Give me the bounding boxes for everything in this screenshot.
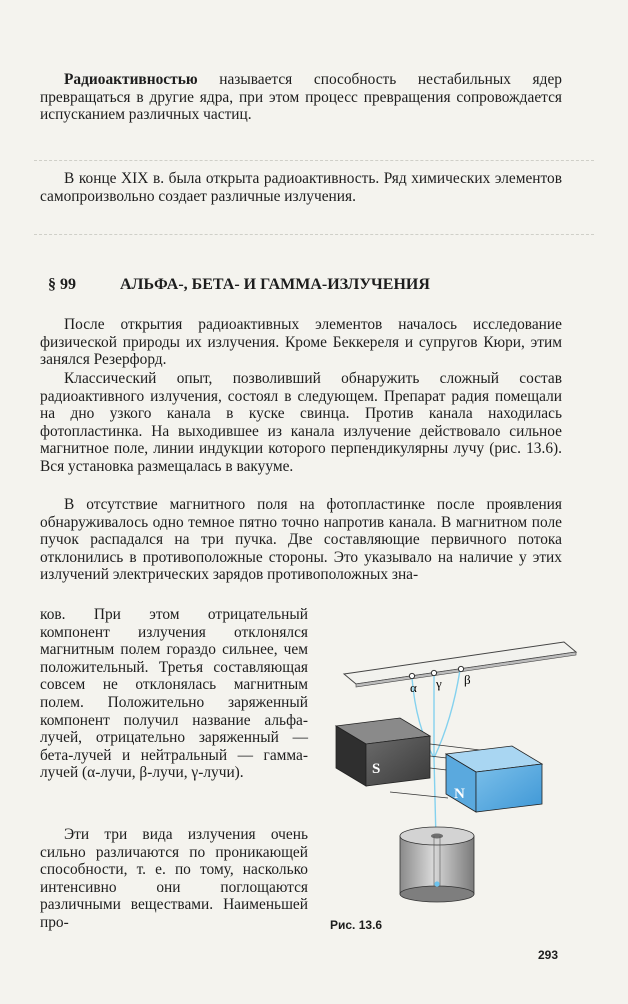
intro-paragraph-2: В конце XIX в. была открыта радиоактивность. Ряд химических элементов самопроизвольно создает различные излучения. [40,170,562,205]
beta-label: β [464,672,471,687]
photo-plate [344,642,576,684]
figure-13-6 [330,640,580,910]
magnet-s-label: S [372,761,381,777]
body-paragraph-1: После открытия радиоактивных элементов началось исследование физической природы их излучения. Кроме Беккереля и супругов Кюри, этим занялся Резерфорд. [40,316,562,369]
section-title: АЛЬФА-, БЕТА- И ГАММА-ИЗЛУЧЕНИЯ [120,276,430,293]
divider [34,234,594,235]
magnet-n-side [476,764,542,812]
alpha-label: α [410,680,417,695]
section-number: § 99 [48,276,76,293]
figure-caption: Рис. 13.6 [330,918,383,932]
definition-term: Радиоактивностью [64,71,198,88]
intro-definition-paragraph [40,71,562,124]
page-number: 293 [538,948,559,962]
magnet-n-label: N [454,786,465,802]
gamma-label: γ [436,676,442,691]
divider [34,160,594,161]
body-paragraph-2: Классический опыт, позволивший обнаружить сложный состав радиоактивного излучения, состоял в следующем. Препарат радия помещали на дно узкого канала в куске свинца. Против канала находилась фотопластинка. На выходившее из канала излучение действовало сильное магнитное поле, линии индукции которого перпендикулярны лучу (рис. 13.6). Вся установка размещалась в вакууме. [40,370,562,475]
definition-text: называется способность нестабильных ядер превращаться в другие ядра, при этом процесс превращения сопровождается испусканием различных частиц. [40,71,562,124]
body-paragraph-3: В отсутствие магнитного поля на фотопластинке после проявления обнаруживалось одно темное пятно точно напротив канала. В магнитном поле пучок распадался на три пучка. Две составляющие первичного потока отклонились в противоположные стороны. Это указывало на наличие у этих излучений электрических зарядов противоположных зна- [40,496,562,584]
body-paragraph-4: Эти три вида излучения очень сильно различаются по проникающей способности, т. е. по тому, насколько интенсивно они поглощаются различными веществами. Наименьшей про- [40,826,308,931]
body-paragraph-3-continued: ков. При этом отрицательный компонент излучения отклонялся магнитным полем гораздо сильнее, чем положительный. Третья составляющая совсем не отклонялась магнитным полем. Положительно заряженный компонент получил название альфа-лучей, отрицательно заряженный — бета-лучей и нейтральный — гамма-лучей (α-лучи, β-лучи, γ-лучи). [40,606,308,782]
lead-cylinder [400,827,474,902]
section-heading [48,276,430,294]
